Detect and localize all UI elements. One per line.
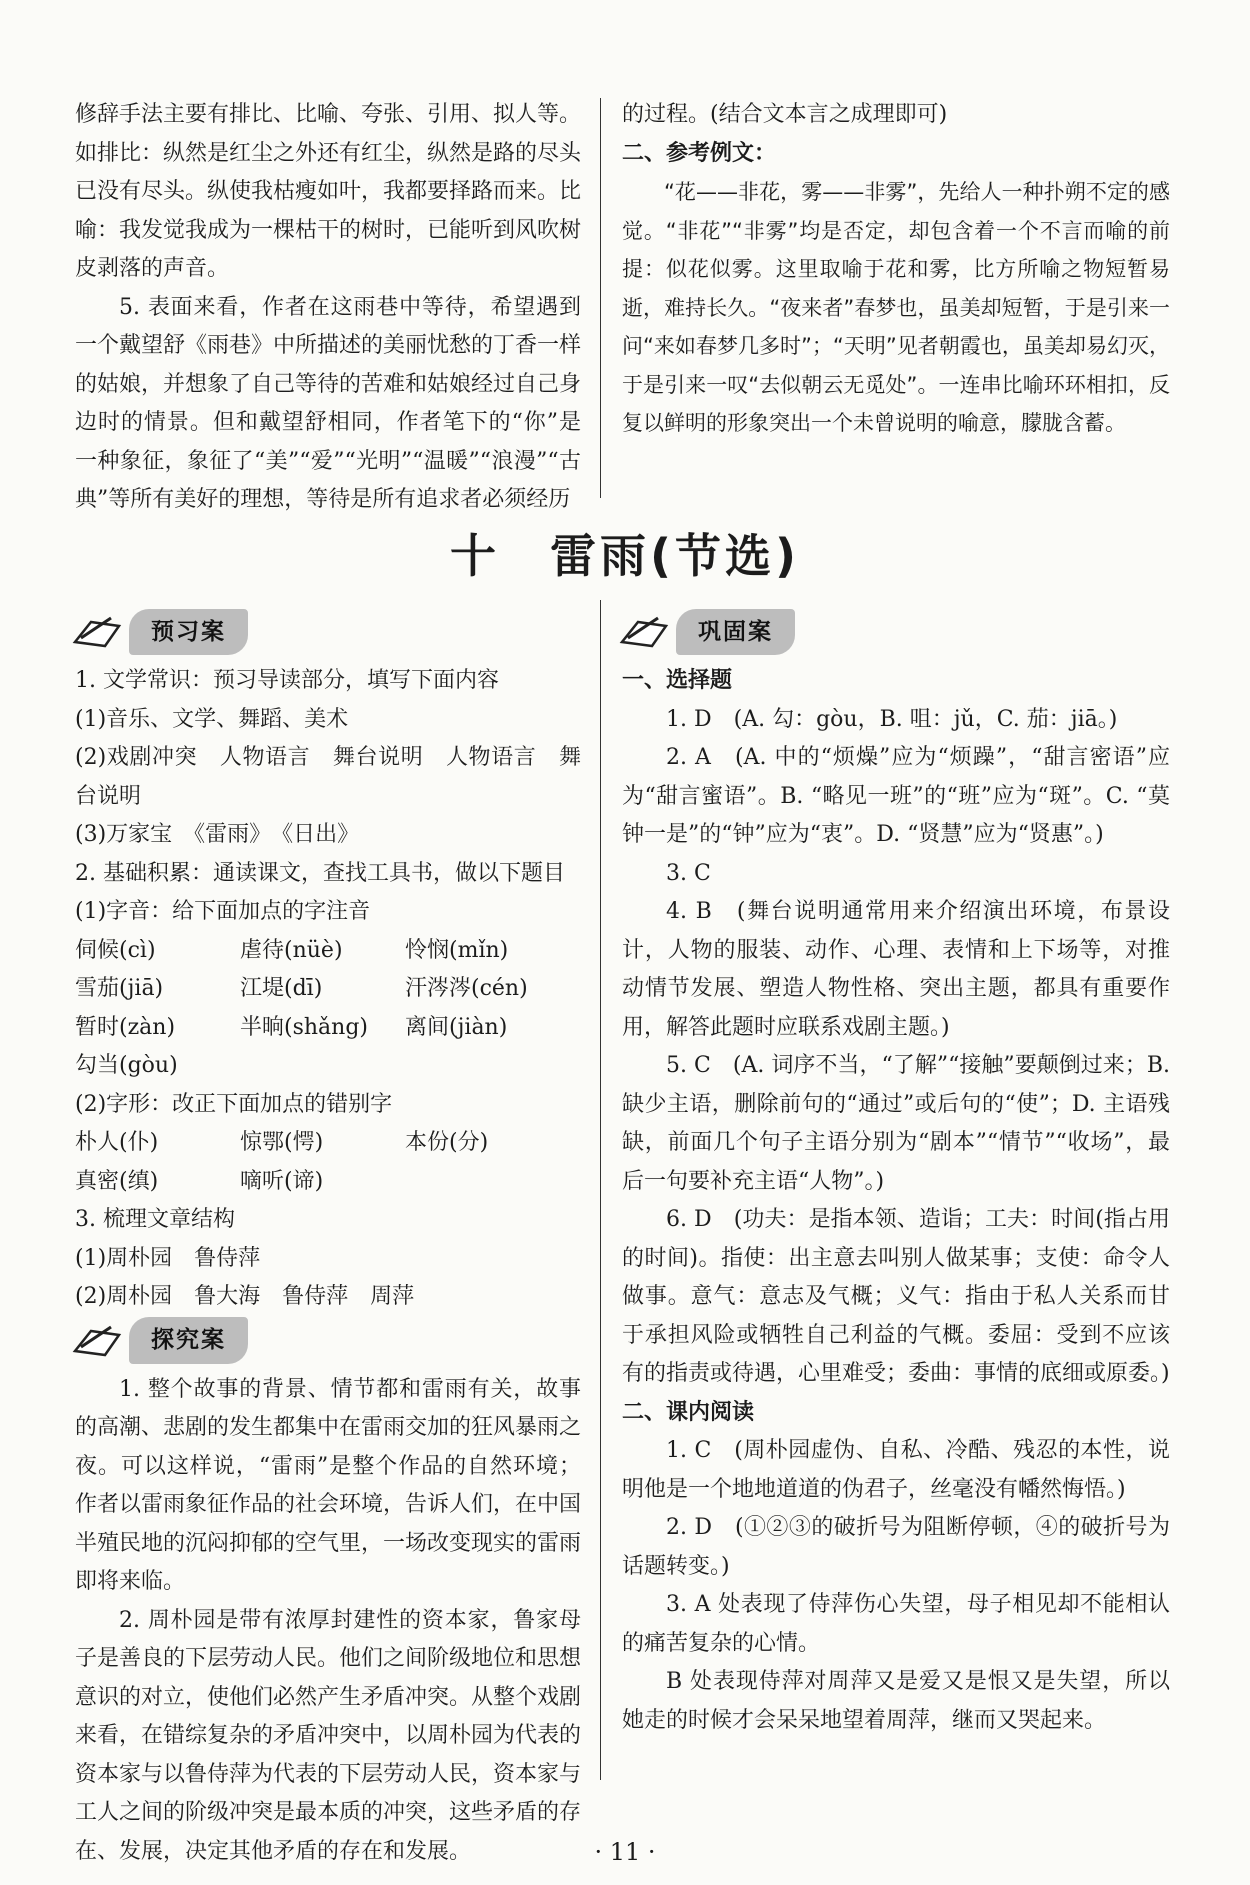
pron-item: 虐待(nüè) <box>240 937 343 963</box>
page-number: · 11 · <box>594 1838 656 1866</box>
pron-item: 怜悯(mǐn) <box>405 937 509 963</box>
text-line: (2)字形：改正下面加点的错别字 <box>75 1091 393 1117</box>
section-heading: 一、选择题 <box>622 668 733 693</box>
section-heading: 二、参考例文： <box>622 140 777 166</box>
column-divider <box>600 98 601 498</box>
text-line: (2)周朴园 鲁大海 鲁侍萍 周萍 <box>75 1284 415 1309</box>
pron-item: 离间(jiàn) <box>405 1014 508 1040</box>
pron-item: 江堤(dī) <box>240 976 323 1001</box>
badge-label: 预习案 <box>129 609 248 656</box>
lesson-title: 十 雷雨(节选) <box>449 529 801 583</box>
pronunciation-grid <box>75 932 581 1086</box>
text-line: (1)音乐、文学、舞蹈、美术 <box>75 706 349 732</box>
left-column <box>75 608 581 1871</box>
paragraph: 的过程。(结合文本言之成理即可) <box>622 102 948 127</box>
pron-item: 汗涔涔(cén) <box>405 976 528 1001</box>
pron-item: 半晌(shǎng) <box>240 1014 368 1040</box>
answer: 2. A (A. 中的“烦燥”应为“烦躁”，“甜言密语”应为“甜言蜜语”。B. “略见一班”的“班”应为“斑”。C. “莫钟一是”的“钟”应为“衷”。D. “贤慧”应为“贤惠”。) <box>622 745 1170 847</box>
pron-item: 勾当(gòu) <box>75 1053 178 1078</box>
correction-grid <box>75 1124 581 1201</box>
paragraph: 修辞手法主要有排比、比喻、夸张、引用、拟人等。如排比：纵然是红尘之外还有红尘，纵然是路的尽头已没有尽头。纵使我枯瘦如叶，我都要择路而来。比喻：我发觉我成为一棵枯干的树时，已能听到风吹树皮剥落的声音。 <box>75 102 582 281</box>
corr-item: 真密(缜) <box>75 1168 159 1194</box>
pron-item: 暂时(zàn) <box>75 1014 176 1040</box>
text-line: 3. 梳理文章结构 <box>75 1207 235 1232</box>
paragraph: 2. 周朴园是带有浓厚封建性的资本家，鲁家母子是善良的下层劳动人民。他们之间阶级地位和思想意识的对立，使他们必然产生矛盾冲突。从整个戏剧来看，在错综复杂的矛盾冲突中，以周朴园为代表的资本家与以鲁侍萍为代表的下层劳动人民，资本家与工人之间的阶级冲突是最本质的冲突，这些矛盾的存在、发展，决定其他矛盾的存在和发展。 <box>75 1607 582 1864</box>
corr-item: 嘀听(谛) <box>240 1168 324 1194</box>
pen-book-icon <box>618 612 672 652</box>
column-divider <box>600 600 601 1780</box>
top-left-column <box>75 96 581 520</box>
text-line: (3)万家宝 《雷雨》 《日出》 <box>75 822 360 847</box>
pen-book-icon <box>71 1321 125 1361</box>
answer: 6. D (功夫：是指本领、造诣；工夫：时间(指占用的时间)。指使：出主意去叫别人做某事；支使：命令人做事。意气：意志及气概；义气：指由于私人关系而甘于承担风险或牺牲自己利益的气概。委屈：受到不应该有的指责或待遇，心里难受；委曲：事情的底细或原委。) <box>622 1207 1170 1386</box>
corr-item: 朴人(仆) <box>75 1130 159 1155</box>
badge-label: 巩固案 <box>676 609 795 656</box>
answer: B 处表现侍萍对周萍又是爱又是恨又是失望，所以她走的时候才会呆呆地望着周萍，继而又哭起来。 <box>622 1669 1170 1733</box>
right-column <box>622 608 1170 1740</box>
answer: 5. C (A. 词序不当，“了解”“接触”要颠倒过来；B. 缺少主语，删除前句的“通过”或后句的“使”；D. 主语残缺，前面几个句子主语分别为“剧本”“情节”“收场”，最后一句要补充主语“人物”。) <box>622 1053 1170 1194</box>
example-essay: “花——非花，雾——非雾”，先给人一种扑朔不定的感觉。“非花”“非雾”均是否定，却包含着一个不言而喻的前提：似花似雾。这里取喻于花和雾，比方所喻之物短暂易逝，难持长久。“夜来者”春梦也，虽美却短暂，于是引来一问“来如春梦几多时”；“天明”见者朝霞也，虽美却易幻灭，于是引来一叹“去似朝云无觅处”。一连串比喻环环相扣，反复以鲜明的形象突出一个未曾说明的喻意，朦胧含蓄。 <box>622 180 1170 435</box>
answer: 4. B (舞台说明通常用来介绍演出环境，布景设计，人物的服装、动作、心理、表情和上下场等，对推动情节发展、塑造人物性格、突出主题，都具有重要作用，解答此题时应联系戏剧主题。) <box>622 899 1170 1040</box>
section-badge-consolidate <box>618 608 1170 656</box>
answer: 3. A 处表现了侍萍伤心失望，母子相见却不能相认的痛苦复杂的心情。 <box>622 1592 1170 1656</box>
answer: 1. D (A. 勾：gòu，B. 咀：jǔ，C. 茄：jiā。) <box>666 706 1118 732</box>
answer: 1. C (周朴园虚伪、自私、冷酷、残忍的本性，说明他是一个地地道道的伪君子，丝毫没有幡然悔悟。) <box>622 1438 1170 1502</box>
text-line: (1)周朴园 鲁侍萍 <box>75 1245 261 1271</box>
badge-label: 探究案 <box>129 1317 248 1364</box>
text-line: 2. 基础积累：通读课文，查找工具书，做以下题目 <box>75 860 565 886</box>
text-line: 1. 文学常识：预习导读部分，填写下面内容 <box>75 668 499 693</box>
text-line: (2)戏剧冲突 人物语言 舞台说明 人物语言 舞台说明 <box>75 745 581 809</box>
pron-item: 伺候(cì) <box>75 937 156 963</box>
corr-item: 本份(分) <box>405 1130 489 1155</box>
section-badge-explore <box>71 1317 581 1365</box>
answer: 2. D (①②③的破折号为阻断停顿，④的破折号为话题转变。) <box>622 1515 1170 1579</box>
answer: 3. C <box>666 860 711 886</box>
paragraph: 5. 表面来看，作者在这雨巷中等待，希望遇到一个戴望舒《雨巷》中所描述的美丽忧愁的丁香一样的姑娘，并想象了自己等待的苦难和姑娘经过自己身边时的情景。但和戴望舒相同，作者笔下的“你”是一种象征，象征了“美”“爱”“光明”“温暖”“浪漫”“古典”等所有美好的理想，等待是所有追求者必须经历 <box>75 294 582 512</box>
section-heading: 二、课内阅读 <box>622 1399 755 1425</box>
paragraph: 1. 整个故事的背景、情节都和雷雨有关，故事的高潮、悲剧的发生都集中在雷雨交加的狂风暴雨之夜。可以这样说，“雷雨”是整个作品的自然环境；作者以雷雨象征作品的社会环境，告诉人们，在中国半殖民地的沉闷抑郁的空气里，一场改变现实的雷雨即将来临。 <box>75 1376 582 1594</box>
section-badge-preview <box>71 608 581 656</box>
corr-item: 惊鄂(愕) <box>240 1130 324 1155</box>
pron-item: 雪茄(jiā) <box>75 976 164 1001</box>
top-right-column <box>622 96 1170 443</box>
pen-book-icon <box>71 612 125 652</box>
text-line: (1)字音：给下面加点的字注音 <box>75 899 371 924</box>
